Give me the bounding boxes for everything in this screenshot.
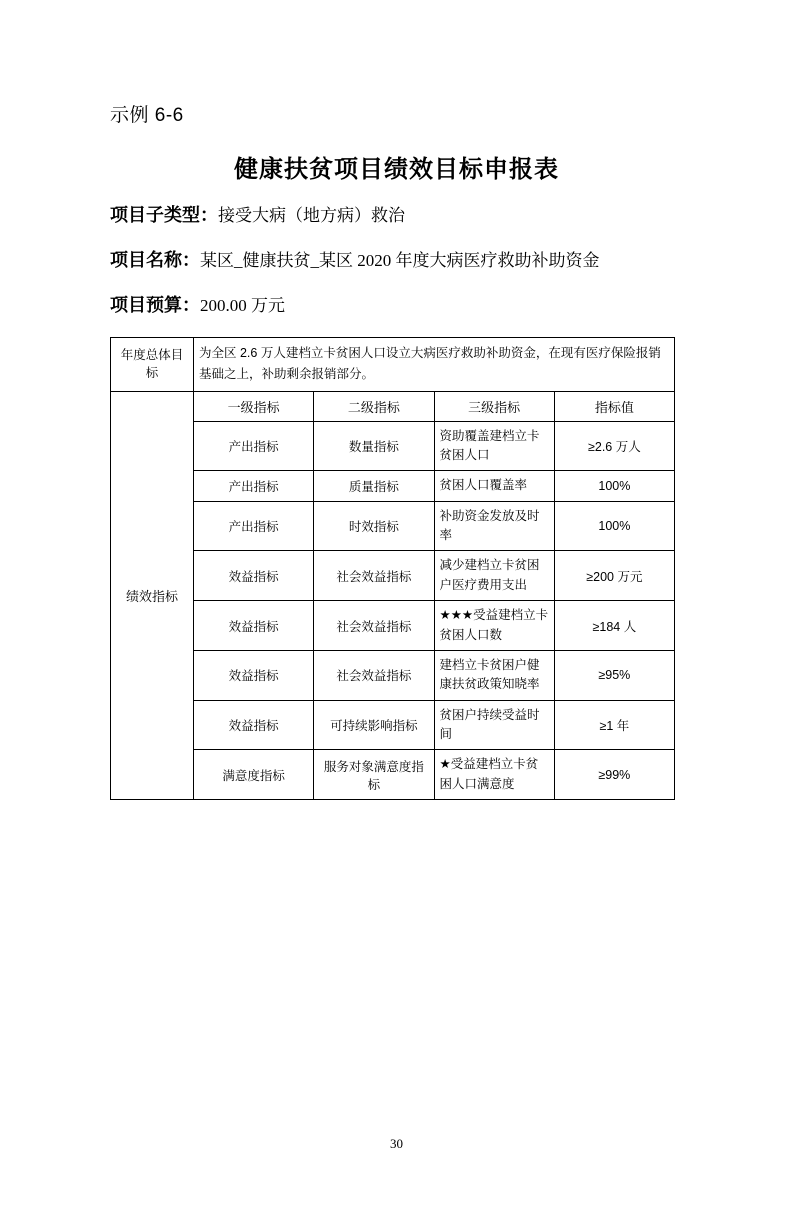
cell-value: ≥1 年 <box>554 700 674 750</box>
annual-goal-text: 为全区 2.6 万人建档立卡贫困人口设立大病医疗救助补助资金，在现有医疗保险报销基础之上，补助剩余报销部分。 <box>194 338 675 392</box>
cell-level2: 质量指标 <box>314 471 434 501</box>
table-row <box>111 700 675 750</box>
table-row <box>111 471 675 501</box>
cell-level2: 服务对象满意度指标 <box>314 750 434 800</box>
cell-value: ≥95% <box>554 650 674 700</box>
cell-level2: 时效指标 <box>314 501 434 551</box>
table-row <box>111 551 675 601</box>
cell-level1: 产出指标 <box>194 501 314 551</box>
meta-line-budget <box>110 292 683 319</box>
cell-level2: 社会效益指标 <box>314 601 434 651</box>
perf-indicator-label: 绩效指标 <box>111 391 194 800</box>
meta-line-name <box>110 247 683 274</box>
header-level1: 一级指标 <box>194 391 314 421</box>
page-title: 健康扶贫项目绩效目标申报表 <box>234 157 559 183</box>
meta-line-subtype <box>110 202 683 229</box>
cell-level1: 效益指标 <box>194 601 314 651</box>
table-row <box>111 601 675 651</box>
cell-level1: 满意度指标 <box>194 750 314 800</box>
meta-value-budget: 200.00 万元 <box>200 296 285 315</box>
cell-level3: 建档立卡贫困户健康扶贫政策知晓率 <box>434 650 554 700</box>
cell-value: ≥2.6 万人 <box>554 421 674 471</box>
cell-level1: 效益指标 <box>194 650 314 700</box>
cell-level1: 效益指标 <box>194 700 314 750</box>
cell-level1: 产出指标 <box>194 421 314 471</box>
cell-level2: 社会效益指标 <box>314 551 434 601</box>
cell-level3: ★受益建档立卡贫困人口满意度 <box>434 750 554 800</box>
header-level3: 三级指标 <box>434 391 554 421</box>
meta-label-name: 项目名称： <box>110 250 200 270</box>
cell-level1: 产出指标 <box>194 471 314 501</box>
meta-label-budget: 项目预算： <box>110 295 200 315</box>
meta-value-subtype: 接受大病（地方病）救治 <box>218 206 405 225</box>
header-value: 指标值 <box>554 391 674 421</box>
table-row-annual-goal <box>111 338 675 392</box>
cell-level2: 数量指标 <box>314 421 434 471</box>
cell-value: ≥184 人 <box>554 601 674 651</box>
cell-value: 100% <box>554 501 674 551</box>
cell-level3: 减少建档立卡贫困户医疗费用支出 <box>434 551 554 601</box>
cell-level3: 贫困户持续受益时间 <box>434 700 554 750</box>
header-level2: 二级指标 <box>314 391 434 421</box>
cell-level2: 社会效益指标 <box>314 650 434 700</box>
page-number: 30 <box>390 1136 403 1151</box>
table-row <box>111 750 675 800</box>
annual-goal-label: 年度总体目标 <box>111 338 194 392</box>
cell-level3: ★★★受益建档立卡贫困人口数 <box>434 601 554 651</box>
cell-value: 100% <box>554 471 674 501</box>
cell-level3: 资助覆盖建档立卡贫困人口 <box>434 421 554 471</box>
meta-label-subtype: 项目子类型： <box>110 205 218 225</box>
cell-level2: 可持续影响指标 <box>314 700 434 750</box>
example-label: 示例 6-6 <box>110 105 184 126</box>
table-header-row <box>111 391 675 421</box>
cell-value: ≥200 万元 <box>554 551 674 601</box>
table-row <box>111 421 675 471</box>
table-row <box>111 650 675 700</box>
cell-level1: 效益指标 <box>194 551 314 601</box>
cell-level3: 贫困人口覆盖率 <box>434 471 554 501</box>
cell-value: ≥99% <box>554 750 674 800</box>
cell-level3: 补助资金发放及时率 <box>434 501 554 551</box>
performance-table <box>110 337 675 800</box>
table-row <box>111 501 675 551</box>
document-page <box>0 100 793 1222</box>
meta-value-name: 某区_健康扶贫_某区 2020 年度大病医疗救助补助资金 <box>200 251 600 270</box>
